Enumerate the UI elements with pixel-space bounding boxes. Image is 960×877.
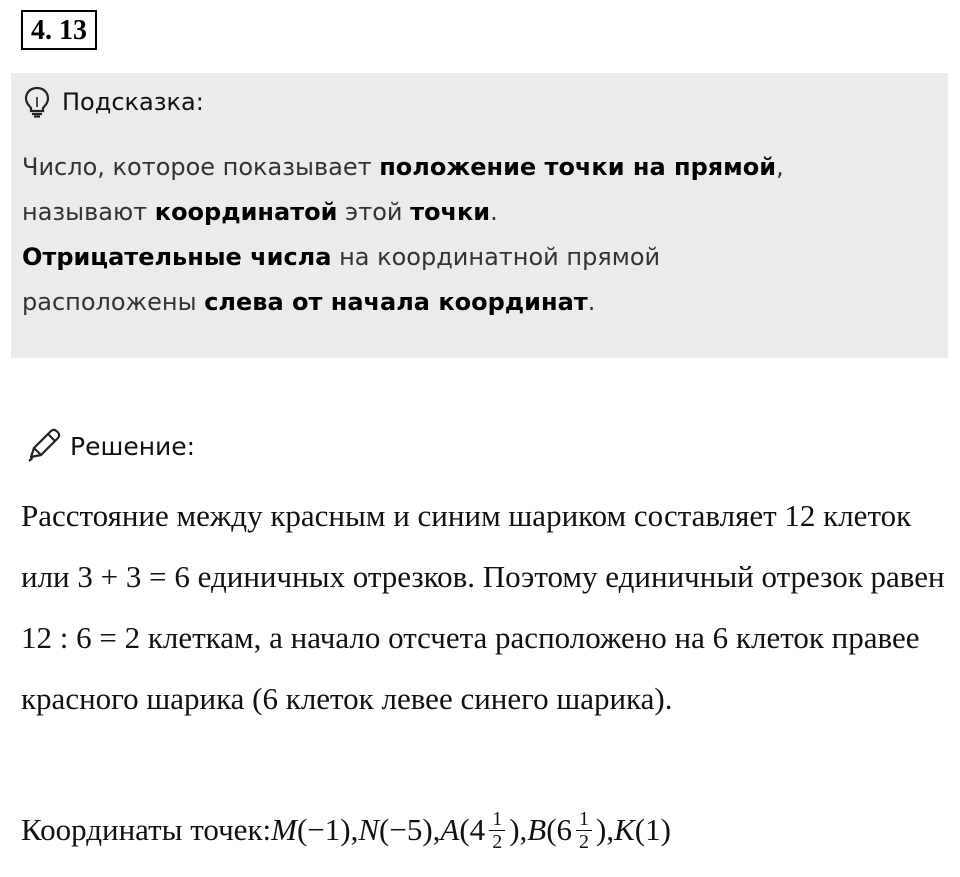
hint-text-span: на координатной прямой [331,243,661,271]
point-k-name: K [614,812,635,847]
point-b-name: B [527,812,547,847]
hint-bold-span: Отрицательные числа [22,243,332,271]
hint-text-span: этой [337,198,411,226]
hint-line-4 [22,280,932,325]
hint-line-2 [22,190,932,235]
hint-bold-span: слева от начала координат [204,288,588,316]
hint-bold-span: координатой [154,198,338,226]
pencil-icon [24,428,62,464]
fraction-a [489,808,505,853]
fraction-denominator: 2 [579,830,590,853]
point-m-value: (−1), [296,812,359,847]
hint-text-span: называют [22,198,155,226]
hint-text-span: , [776,153,784,181]
hint-text-span: . [490,198,498,226]
hint-bold-span: положение точки на прямой [379,153,777,181]
solution-text: Расстояние между красным и синим шариком составляет 12 клеток или 3 + 3 = 6 единичных отрезков. Поэтому единичный отрезок равен 12 : 6 = 2 клеткам, а начало отсчета расположено на 6 клеток правее красного шарика (6 клеток левее синего шарика). [21,498,945,716]
hint-title: Подсказка: [62,88,204,116]
solution-title: Решение: [70,431,196,461]
point-b-value: (6 [546,812,573,847]
fraction-numerator: 1 [576,808,592,831]
hint-text-span: расположены [22,288,205,316]
coords-label: Координаты точек: [21,812,272,847]
hint-header [22,82,204,122]
point-k-value: (1) [634,812,671,847]
hint-text-span: . [587,288,596,316]
point-n-name: N [358,812,380,847]
hint-text [22,145,932,325]
point-a-name: A [440,812,460,847]
point-b-close: ), [596,812,615,847]
point-a-close: ), [509,812,528,847]
coordinates-line [21,800,946,860]
lightbulb-icon [22,85,52,119]
fraction-b [576,808,592,853]
point-a-value: (4 [459,812,486,847]
hint-line-3 [22,235,932,280]
hint-line-1 [22,145,932,190]
point-n-value: (−5), [379,812,441,847]
fraction-numerator: 1 [489,808,505,831]
hint-text-span: Число, которое показывает [22,153,380,181]
hint-bold-span: точки [410,198,491,226]
fraction-denominator: 2 [492,830,503,853]
point-m-name: M [271,812,297,847]
solution-header [24,426,195,466]
task-number: 4. 13 [21,10,97,50]
